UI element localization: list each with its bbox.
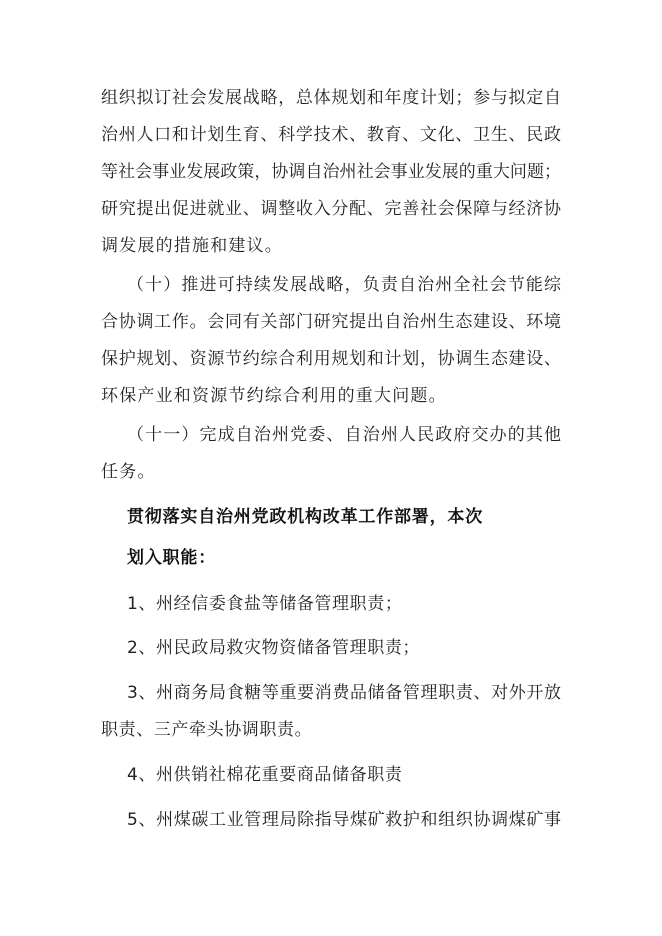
text-line: （十）推进可持续发展战略，负责自治州全社会节能综: [127, 275, 561, 295]
list-item: 2、州民政局救灾物资储备管理职责；: [127, 638, 421, 658]
text-line: 保护规划、资源节约综合利用规划和计划，协调生态建设、: [101, 349, 561, 369]
list-item: 3、州商务局食糖等重要消费品储备管理职责、对外开放: [127, 683, 561, 703]
text-line: 组织拟订社会发展战略，总体规划和年度计划；参与拟定自: [101, 88, 561, 108]
list-item: 5、州煤碳工业管理局除指导煤矿救护和组织协调煤矿事: [127, 810, 561, 830]
text-line: 合协调工作。会同有关部门研究提出自治州生态建设、环境: [101, 312, 561, 332]
list-item: 4、州供销社棉花重要商品储备职责: [127, 765, 403, 785]
text-line: （十一）完成自治州党委、自治州人民政府交办的其他: [127, 425, 561, 445]
heading-line: 贯彻落实自治州党政机构改革工作部署，本次: [127, 507, 483, 527]
text-line: 任务。: [101, 462, 156, 482]
list-item-continuation: 职责、三产牵头协调职责。: [101, 720, 313, 740]
heading-line: 划入职能：: [127, 548, 216, 568]
text-line: 等社会事业发展政策，协调自治州社会事业发展的重大问题；: [101, 162, 561, 182]
text-line: 环保产业和资源节约综合利用的重大问题。: [101, 386, 447, 406]
list-item: 1、州经信委食盐等储备管理职责；: [127, 594, 403, 614]
text-line: 治州人口和计划生育、科学技术、教育、文化、卫生、民政: [101, 125, 561, 145]
text-line: 研究提出促进就业、调整收入分配、完善社会保障与经济协: [101, 199, 561, 219]
text-line: 调发展的措施和建议。: [101, 236, 283, 256]
